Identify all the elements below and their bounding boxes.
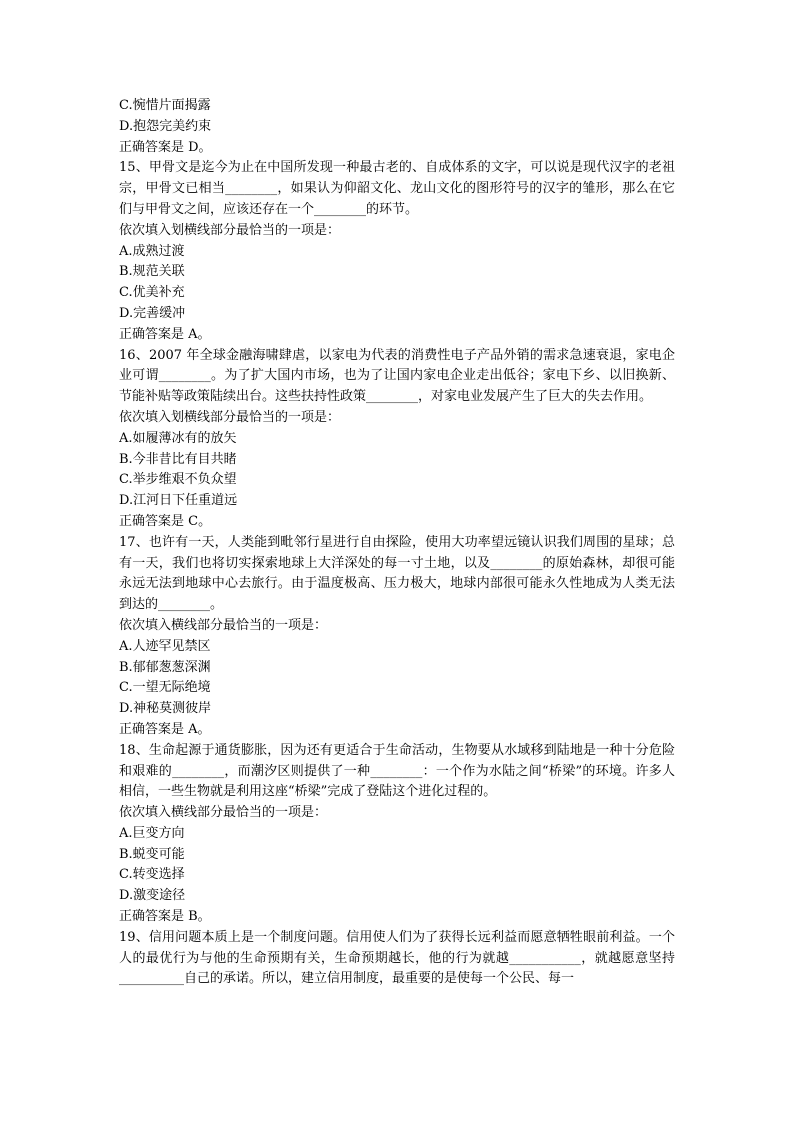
option-b: B.蜕变可能 xyxy=(119,846,185,862)
option-c: C.惋惜片面揭露 xyxy=(119,98,211,113)
answer-line: 正确答案是 A。 xyxy=(119,721,211,737)
answer-line: 正确答案是 B。 xyxy=(119,909,211,925)
instruction-line: 依次填入划横线部分最恰当的一项是： xyxy=(119,409,341,425)
option-c: C.举步维艰不负众望 xyxy=(119,472,237,488)
option-b: B.今非昔比有目共睹 xyxy=(119,451,237,467)
answer-line: 正确答案是 D。 xyxy=(119,139,212,155)
question-17: 17、也许有一天，人类能到毗邻行星进行自由探险，使用大功率望远镜认识我们周围的星球；总有一天，我们也将切实探索地球上大洋深处的每一寸土地，以及________的原始森林，却很可能永远无法到地球中心去旅行。由于温度极高、压力极大，地球内部很可能永久性地成为人类无法到达的________。 xyxy=(119,534,675,613)
option-d: D.江河日下任重道远 xyxy=(119,493,238,509)
instruction-line: 依次填入划横线部分最恰当的一项是： xyxy=(119,222,341,238)
option-d: D.激变途径 xyxy=(119,888,186,904)
question-15: 15、甲骨文是迄今为止在中国所发现一种最古老的、自成体系的文字，可以说是现代汉字的老祖宗，甲骨文已相当________，如果认为仰韶文化、龙山文化的图形符号的汉字的雏形，那么在它们与甲骨文之间，应该还存在一个________的环节。 xyxy=(119,160,675,217)
option-a: A.如履薄冰有的放矢 xyxy=(119,430,237,446)
document-page xyxy=(119,96,675,990)
question-18: 18、生命起源于通货膨胀，因为还有更适合于生命活动，生物要从水域移到陆地是一种十分危险和艰难的________，而潮汐区则提供了一种________：一个作为水陆之间“桥梁”的环境。许多人相信，一些生物就是利用这座“桥梁”完成了登陆这个进化过程的。 xyxy=(119,742,675,800)
instruction-line: 依次填入横线部分最恰当的一项是： xyxy=(119,617,328,633)
answer-line: 正确答案是 C。 xyxy=(119,513,212,529)
option-c: C.一望无际绝境 xyxy=(119,680,211,696)
question-19: 19、信用问题本质上是一个制度问题。信用使人们为了获得长远利益而愿意牺牲眼前利益。一个人的最优行为与他的生命预期有关，生命预期越长，他的行为就越___________，就越愿意坚持__________自己的承诺。所以，建立信用制度，最重要的是使每一个公民、每一 xyxy=(119,929,675,987)
option-a: A.成熟过渡 xyxy=(119,243,185,259)
option-b: B.规范关联 xyxy=(119,264,185,280)
option-a: A.人迹罕见禁区 xyxy=(119,638,211,654)
instruction-line: 依次填入横线部分最恰当的一项是： xyxy=(119,805,328,821)
option-d: D.抱怨完美约束 xyxy=(119,118,212,134)
option-b: B.郁郁葱葱深渊 xyxy=(119,659,211,675)
option-c: C.转变选择 xyxy=(119,867,185,883)
answer-line: 正确答案是 A。 xyxy=(119,326,211,342)
option-c: C.优美补充 xyxy=(119,285,185,301)
option-a: A.巨变方向 xyxy=(119,825,185,841)
option-d: D.完善缓冲 xyxy=(119,305,186,321)
question-16: 16、2007 年全球金融海啸肆虐，以家电为代表的消费性电子产品外销的需求急速衰退，家电企业可谓________。为了扩大国内市场，也为了让国内家电企业走出低谷；家电下乡、以旧换新、节能补贴等政策陆续出台。这些扶持性政策________，对家电业发展产生了巨大的失去作用。 xyxy=(119,347,675,405)
option-d: D.神秘莫测彼岸 xyxy=(119,701,212,717)
